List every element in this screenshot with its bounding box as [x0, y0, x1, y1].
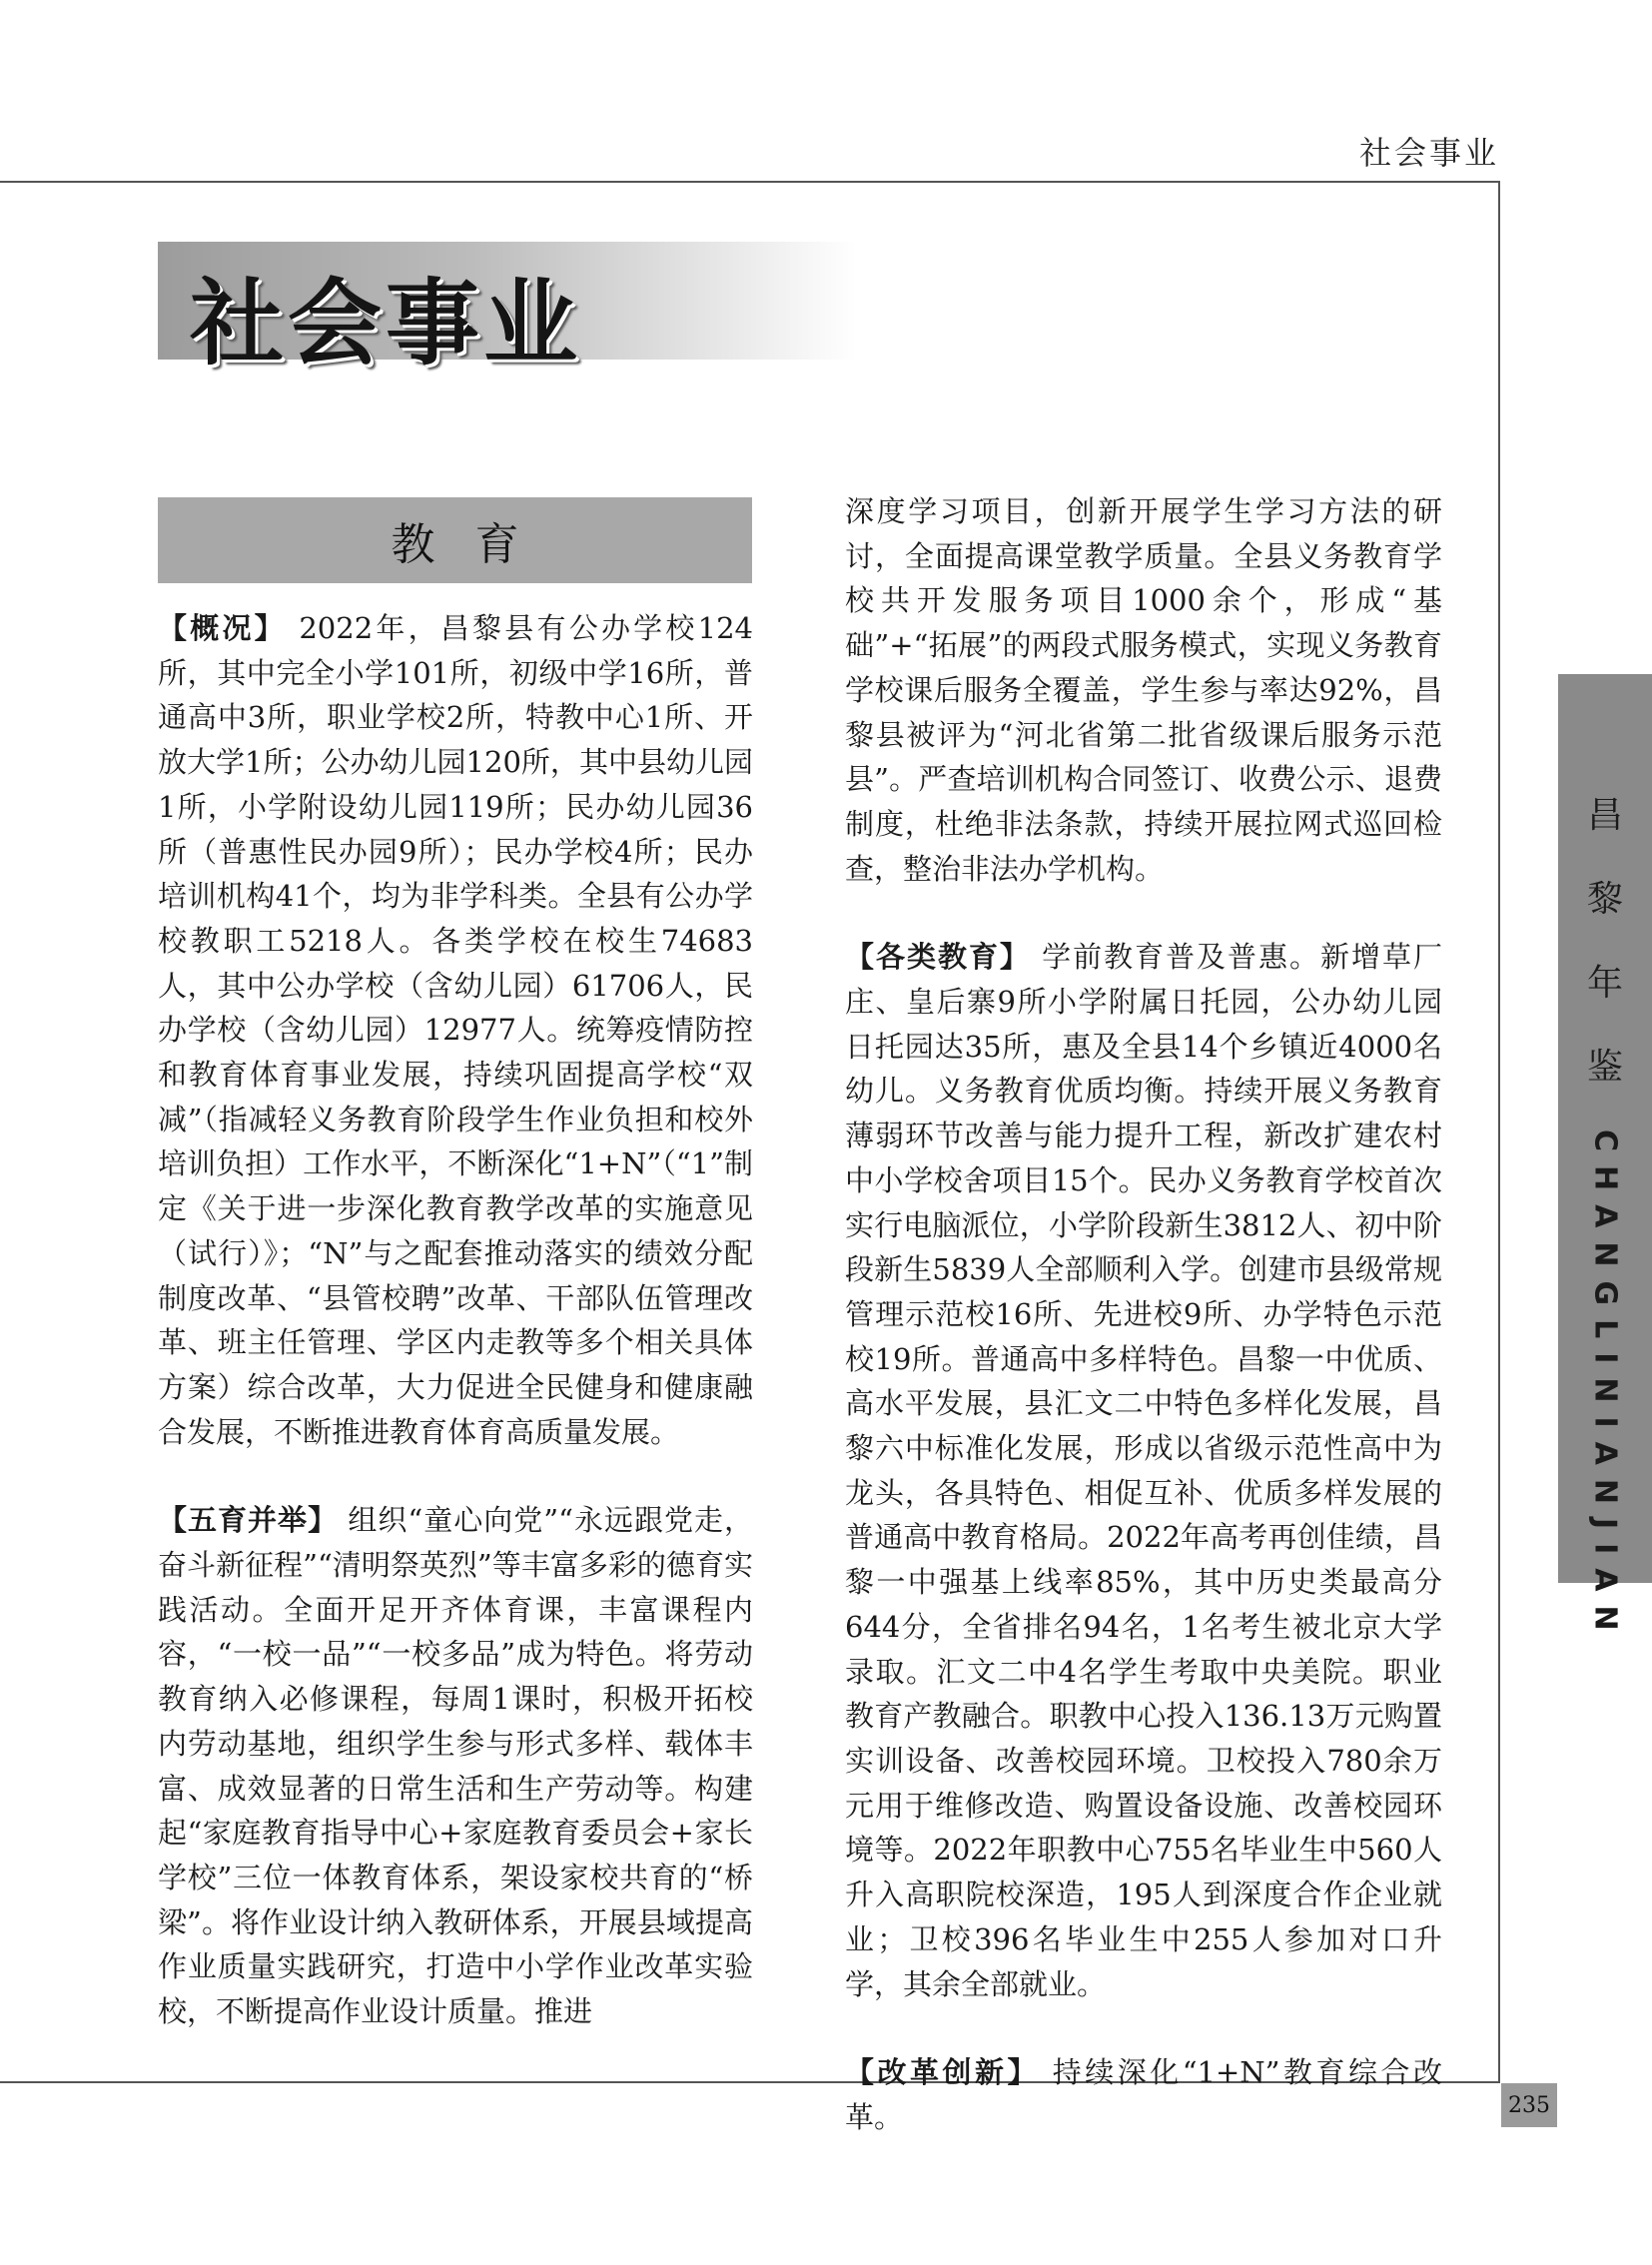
paragraph-tag: 【概况】	[158, 611, 287, 645]
paragraph-text: 学前教育普及普惠。新增草厂庄、皇后寨9所小学附属日托园，公办幼儿园日托园达35所，惠及全县14个乡镇近4000名幼儿。义务教育优质均衡。持续开展义务教育薄弱环节改善与能力提升工程，新改扩建农村中小学校舍项目15个。民办义务教育学校首次实行电脑派位，小学阶段新生3812人、初中阶段新生5839人全部顺利入学。创建市县级常规管理示范校16所、先进校9所、办学特色示范校19所。普通高中多样特色。昌黎一中优质、高水平发展，县汇文二中特色多样化发展，昌黎六中标准化发展，形成以省级示范性高中为龙头，各具特色、相促互补、优质多样发展的普通高中教育格局。2022年高考再创佳绩，昌黎一中强基上线率85%，其中历史类最高分644分，全省排名94名，1名考生被北京大学录取。汇文二中4名学生考取中央美院。职业教育产教融合。职教中心投入136.13万元购置实训设备、改善校园环境。卫校投入780余万元用于维修改造、购置设备设施、改善校园环境等。2022年职教中心755名毕业生中560人升入高职院校深造，195人到深度合作企业就业；卫校396名毕业生中255人参加对口升学，其余全部就业。	[845, 940, 1442, 2001]
paragraph-tag: 【改革创新】	[845, 2055, 1040, 2090]
paragraph-five-education	[158, 1498, 753, 2033]
paragraph-text: 2022年，昌黎县有公办学校124所，其中完全小学101所，初级中学16所，普通高中3所，职业学校2所，特教中心1所、开放大学1所；公办幼儿园120所，其中县幼儿园1所，小学附设幼儿园119所；民办幼儿园36所（普惠性民办园9所）；民办学校4所；民办培训机构41个，均为非学科类。全县有公办学校教职工5218人。各类学校在校生74683人，其中公办学校（含幼儿园）61706人，民办学校（含幼儿园）12977人。统筹疫情防控和教育体育事业发展，持续巩固提高学校“双减”（指减轻义务教育阶段学生作业负担和校外培训负担）工作水平，不断深化“1+N”（“1”制定《关于进一步深化教育教学改革的实施意见（试行）》；“N”与之配套推动落实的绩效分配制度改革、“县管校聘”改革、干部队伍管理改革、班主任管理、学区内走教等多个相关具体方案）综合改革，大力促进全民健身和健康融合发展，不断推进教育体育高质量发展。	[158, 611, 753, 1449]
side-tab	[1558, 674, 1652, 1645]
paragraph-education-types	[845, 935, 1442, 2006]
chapter-title: 社会事业	[190, 270, 582, 378]
side-tab-latin: CHANGLINIANJIAN	[1587, 1130, 1623, 1645]
side-tab-char: 鉴	[1586, 1047, 1623, 1088]
paragraph-continued	[845, 489, 1442, 891]
right-column	[845, 489, 1442, 2140]
paragraph-text: 组织“童心向党”“永远跟党走，奋斗新征程”“清明祭英烈”等丰富多彩的德育实践活动。全面开足开齐体育课，丰富课程内容，“一校一品”“一校多品”成为特色。将劳动教育纳入必修课程，每周1课时，积极开拓校内劳动基地，组织学生参与形式多样、载体丰富、成效显著的日常生活和生产劳动等。构建起“家庭教育指导中心+家庭教育委员会+家长学校”三位一体教育体系，架设家校共育的“桥梁”。将作业设计纳入教研体系，开展县域提高作业质量实践研究，打造中小学作业改革实验校，不断提高作业设计质量。推进	[158, 1503, 753, 2029]
side-tab-char: 黎	[1586, 879, 1623, 920]
paragraph-tag: 【五育并举】	[158, 1503, 339, 1538]
left-column	[158, 606, 753, 2034]
paragraph-overview	[158, 606, 753, 1454]
side-tab-char: 年	[1586, 963, 1623, 1004]
paragraph-text: 持续深化“1+N”教育综合改革。	[845, 2055, 1442, 2134]
paragraph-tag: 【各类教育】	[845, 940, 1031, 975]
top-rule	[0, 181, 1500, 183]
paragraph-reform	[845, 2050, 1442, 2139]
right-rule	[1498, 181, 1500, 2083]
section-title: 教育	[391, 519, 559, 570]
section-heading-box	[158, 497, 752, 583]
paragraph-text: 深度学习项目，创新开展学生学习方法的研讨，全面提高课堂教学质量。全县义务教育学校共开发服务项目1000余个，形成“基础”+“拓展”的两段式服务模式，实现义务教育学校课后服务全覆盖，学生参与率达92%，昌黎县被评为“河北省第二批省级课后服务示范县”。严查培训机构合同签订、收费公示、退费制度，杜绝非法条款，持续开展拉网式巡回检查，整治非法办学机构。	[845, 494, 1442, 886]
running-header: 社会事业	[1358, 134, 1499, 172]
side-tab-char: 昌	[1586, 795, 1623, 836]
page-number: 235	[1501, 2083, 1557, 2127]
